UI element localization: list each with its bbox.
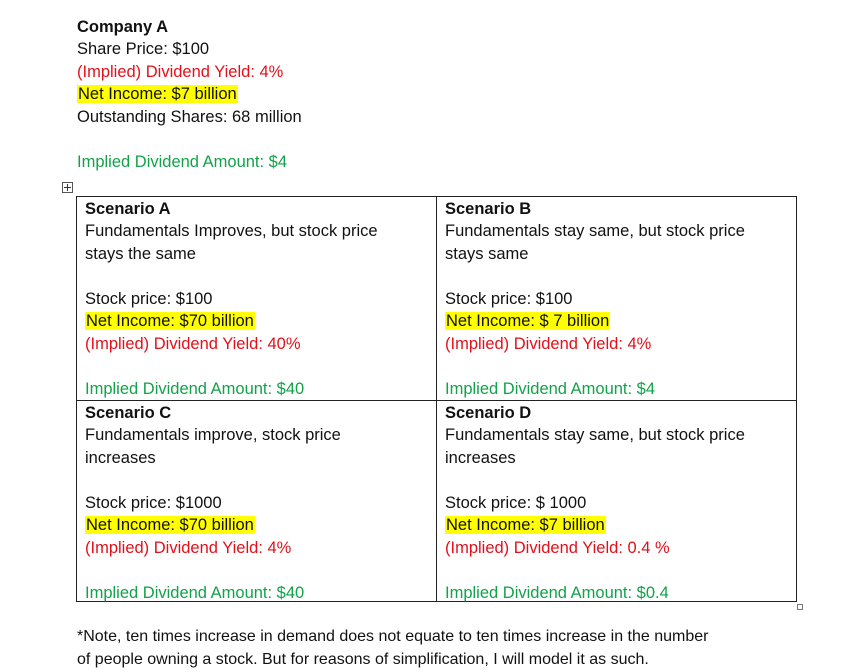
scenario-table: [76, 196, 797, 602]
scenario-dividend-yield: (Implied) Dividend Yield: 0.4 %: [445, 539, 670, 557]
scenario-net-income: [445, 514, 606, 536]
scenario-description: Fundamentals stay same, but stock price: [445, 222, 745, 240]
scenario-net-income: [445, 310, 610, 332]
scenario-description: increases: [445, 449, 516, 467]
scenario-dividend-yield: (Implied) Dividend Yield: 4%: [445, 335, 652, 353]
scenario-title: Scenario D: [445, 404, 532, 422]
implied-dividend: Implied Dividend Amount: $4: [77, 153, 288, 171]
outstanding-shares: Outstanding Shares: 68 million: [77, 108, 302, 126]
table-move-handle-icon[interactable]: [62, 182, 73, 193]
company-summary: [77, 0, 797, 180]
share-price: Share Price: $100: [77, 40, 210, 58]
scenario-stock-price: Stock price: $1000: [85, 494, 222, 512]
net-income-highlight: Net Income: $70 billion: [86, 312, 254, 330]
scenario-cell-d[interactable]: [437, 401, 796, 601]
scenario-net-income: [85, 310, 255, 332]
net-income-highlight: Net Income: $7 billion: [78, 85, 237, 103]
company-title: Company A: [77, 18, 169, 36]
scenario-stock-price: Stock price: $ 1000: [445, 494, 587, 512]
table-resize-handle-icon[interactable]: [797, 604, 803, 610]
scenario-cell-b[interactable]: [437, 197, 796, 400]
footnote-line: *Note, ten times increase in demand does not equate to ten times increase in the number: [77, 628, 709, 645]
scenario-stock-price: Stock price: $100: [445, 290, 573, 308]
scenario-implied-dividend: Implied Dividend Amount: $0.4: [445, 584, 669, 602]
net-income: [77, 83, 238, 105]
scenario-implied-dividend: Implied Dividend Amount: $4: [445, 380, 656, 398]
scenario-title: Scenario B: [445, 200, 532, 218]
net-income-highlight: Net Income: $70 billion: [86, 516, 254, 534]
net-income-highlight: Net Income: $ 7 billion: [446, 312, 610, 330]
scenario-cell-c[interactable]: [77, 401, 436, 601]
scenario-implied-dividend: Implied Dividend Amount: $40: [85, 584, 305, 602]
net-income-highlight: Net Income: $7 billion: [446, 516, 605, 534]
scenario-description: stays the same: [85, 245, 196, 263]
scenario-title: Scenario C: [85, 404, 172, 422]
footnote-line: of people owning a stock. But for reasons of simplification, I will model it as such.: [77, 651, 649, 668]
scenario-stock-price: Stock price: $100: [85, 290, 213, 308]
dividend-yield: (Implied) Dividend Yield: 4%: [77, 63, 284, 81]
scenario-description: Fundamentals Improves, but stock price: [85, 222, 378, 240]
scenario-title: Scenario A: [85, 200, 171, 218]
scenario-implied-dividend: Implied Dividend Amount: $40: [85, 380, 305, 398]
scenario-net-income: [85, 514, 255, 536]
scenario-description: Fundamentals improve, stock price: [85, 426, 341, 444]
scenario-dividend-yield: (Implied) Dividend Yield: 4%: [85, 539, 292, 557]
scenario-description: Fundamentals stay same, but stock price: [445, 426, 745, 444]
scenario-description: stays same: [445, 245, 529, 263]
scenario-description: increases: [85, 449, 156, 467]
scenario-cell-a[interactable]: [77, 197, 436, 400]
scenario-dividend-yield: (Implied) Dividend Yield: 40%: [85, 335, 301, 353]
